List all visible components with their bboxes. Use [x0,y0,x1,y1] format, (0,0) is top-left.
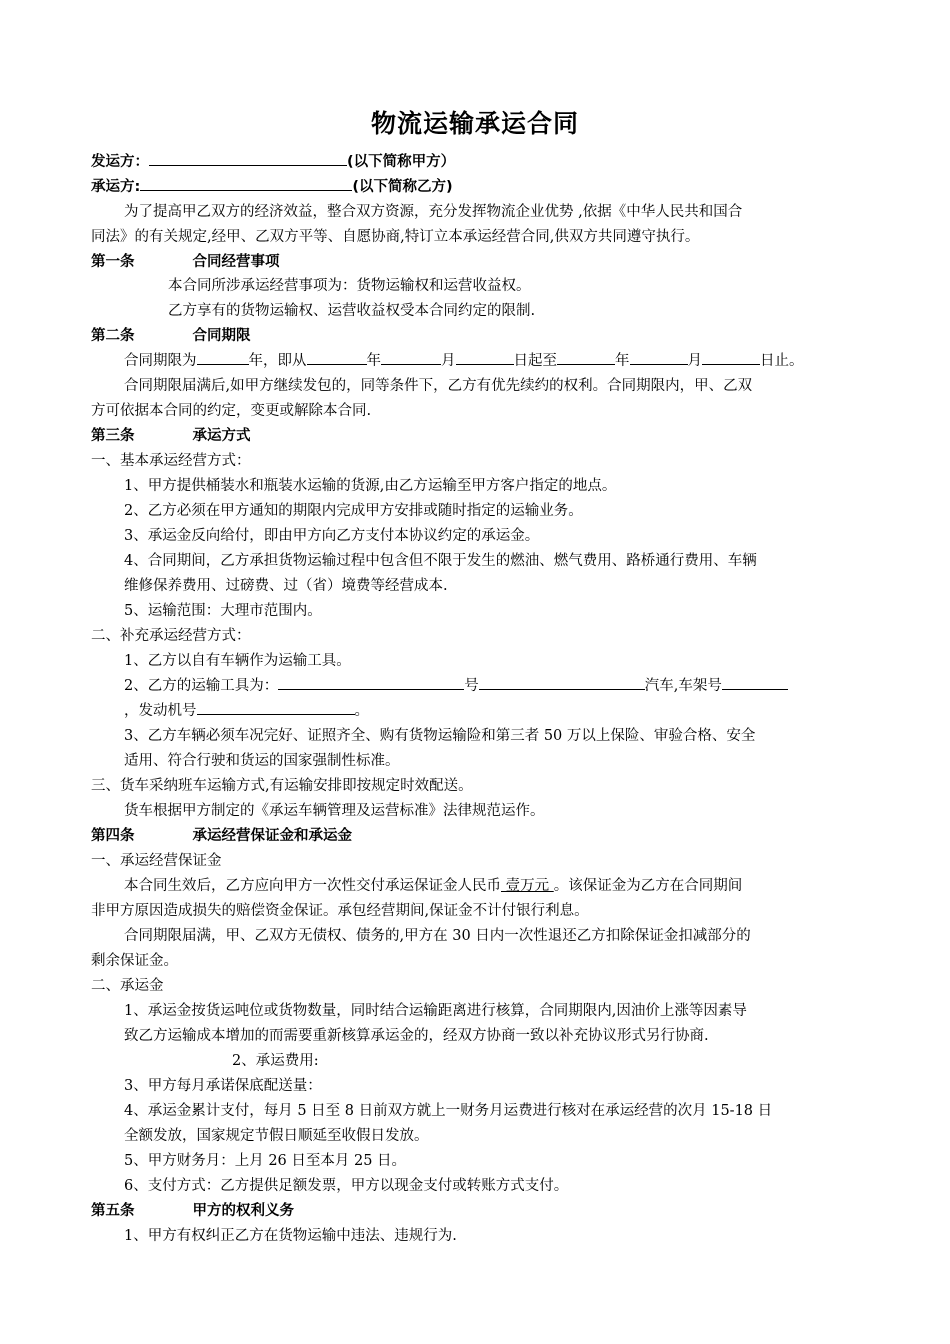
vehicle-text-2: 号 [464,678,479,694]
article-3-sub-3-cont: 货车根据甲方制定的《承运车辆管理及运营标准》法律规范运作。 [124,803,545,819]
article-1-line-1: 本合同所涉承运经营事项为：货物运输权和运营收益权。 [168,278,531,294]
article-3-sub-1: 一、基本承运经营方式： [91,453,251,469]
article-4-heading [91,824,352,848]
shipper-blank[interactable] [149,150,347,166]
plate-number-blank[interactable] [278,674,464,690]
carrier-suffix: (以下简称乙方) [352,179,453,195]
article-3-sub2-item-3-cont: 适用、符合行驶和货运的国家强制性标准。 [124,753,400,769]
article-3-sub-2: 二、补充承运经营方式： [91,628,251,644]
article-3-item-5: 5、运输范围：大理市范围内。 [124,603,322,619]
article-5-line-1: 1、甲方有权纠正乙方在货物运输中违法、违规行为. [124,1228,457,1244]
carrier-line [91,175,453,199]
article-3-title: 承运方式 [192,428,251,444]
end-month-blank[interactable] [630,349,688,365]
frame-number-blank[interactable] [722,674,788,690]
article-2-title: 合同期限 [192,328,251,344]
contract-period-line [124,349,804,373]
period-text-7: 月 [687,353,702,369]
intro-line-2: 同法》的有关规定,经甲、乙双方平等、自愿协商,特订立本承运经营合同,供双方共同遵守执行。 [91,229,700,245]
article-3-sub2-item-3: 3、乙方车辆必须车况完好、证照齐全、购有货物运输险和第三者 50 万以上保险、审验合格、安全 [124,728,756,744]
period-text-3: 年 [366,353,381,369]
freight-item-6: 6、支付方式：乙方提供足额发票，甲方以现金支付或转账方式支付。 [124,1178,569,1194]
article-5-number: 第五条 [91,1203,135,1219]
article-3-sub-3: 三、货车采纳班车运输方式,有运输安排即按规定时效配送。 [91,778,473,794]
end-day-blank[interactable] [702,349,760,365]
vehicle-text-4: ，发动机号 [124,703,197,719]
intro-line-1: 为了提高甲乙双方的经济效益，整合双方资源，充分发挥物流企业优势 ,依据《中华人民共和国合 [124,204,743,220]
article-4-line-3: 剩余保证金。 [91,953,178,969]
period-text-5: 日起至 [513,353,557,369]
deposit-text-2: 。该保证金为乙方在合同期间 [553,878,743,894]
vehicle-line [124,674,788,698]
period-text-2: 年，即从 [248,353,307,369]
start-day-blank[interactable] [456,349,514,365]
article-1-title: 合同经营事项 [192,254,280,270]
period-text-6: 年 [615,353,630,369]
document-title: 物流运输承运合同 [370,109,579,138]
article-5-heading [91,1199,294,1223]
shipper-suffix: (以下简称甲方） [347,154,456,170]
end-year-blank[interactable] [557,349,615,365]
freight-item-5: 5、甲方财务月：上月 26 日至本月 25 日。 [124,1153,407,1169]
vehicle-text-3: 汽车,车架号 [644,678,722,694]
start-year-blank[interactable] [307,349,367,365]
article-4-title: 承运经营保证金和承运金 [192,828,352,844]
freight-item-1: 1、承运金按货运吨位或货物数量，同时结合运输距离进行核算，合同期限内,因油价上涨等因素导 [124,1003,747,1019]
period-text-4: 月 [441,353,456,369]
article-2-number: 第二条 [91,328,135,344]
freight-item-1-cont: 致乙方运输成本增加的而需要重新核算承运金的，经双方协商一致以补充协议形式另行协商. [124,1028,709,1044]
carrier-blank[interactable] [140,175,352,191]
vehicle-text-1: 2、乙方的运输工具为： [124,678,279,694]
article-4-line-2: 合同期限届满，甲、乙双方无债权、债务的,甲方在 30 日内一次性退还乙方扣除保证金扣减部分的 [124,928,751,944]
article-3-item-4: 4、合同期间，乙方承担货物运输过程中包含但不限于发生的燃油、燃气费用、路桥通行费用、车辆 [124,553,757,569]
article-4-number: 第四条 [91,828,135,844]
article-5-title: 甲方的权利义务 [192,1203,294,1219]
article-1-heading [91,250,280,274]
article-4-line-1: 非甲方原因造成损失的赔偿资金保证。承包经营期间,保证金不计付银行利息。 [91,903,589,919]
carrier-label: 承运方: [91,179,141,195]
period-years-blank[interactable] [197,349,249,365]
deposit-line [124,874,742,898]
freight-item-3: 3、甲方每月承诺保底配送量： [124,1078,322,1094]
article-2-heading [91,324,251,348]
deposit-text-1: 本合同生效后，乙方应向甲方一次性交付承运保证金人民币 [124,878,501,894]
freight-item-4-cont: 全额发放，国家规定节假日顺延至收假日发放。 [124,1128,429,1144]
vehicle-model-blank[interactable] [479,674,645,690]
deposit-amount: 壹万元 [501,878,554,894]
article-3-heading [91,424,251,448]
period-text-1: 合同期限为 [124,353,197,369]
freight-item-4: 4、承运金累计支付，每月 5 日至 8 日前双方就上一财务月运费进行核对在承运经营的次月 15-18 日 [124,1103,773,1119]
period-text-8: 日止。 [760,353,804,369]
article-4-sub-2: 二、承运金 [91,978,164,994]
article-3-sub2-item-1: 1、乙方以自有车辆作为运输工具。 [124,653,351,669]
article-3-number: 第三条 [91,428,135,444]
article-3-item-1: 1、甲方提供桶装水和瓶装水运输的货源,由乙方运输至甲方客户指定的地点。 [124,478,617,494]
article-2-line-1: 合同期限届满后,如甲方继续发包的，同等条件下，乙方有优先续约的权利。合同期限内，甲、乙双 [124,378,753,394]
shipper-label: 发运方： [91,154,149,170]
article-2-line-2: 方可依据本合同的约定，变更或解除本合同. [91,403,372,419]
article-1-number: 第一条 [91,254,135,270]
article-3-item-4-cont: 维修保养费用、过磅费、过（省）境费等经营成本. [124,578,448,594]
engine-number-blank[interactable] [197,699,355,715]
start-month-blank[interactable] [381,349,441,365]
article-1-line-2: 乙方享有的货物运输权、运营收益权受本合同约定的限制. [168,303,536,319]
freight-item-2: 2、承运费用: [232,1053,319,1069]
shipper-line [91,150,455,174]
article-3-item-2: 2、乙方必须在甲方通知的期限内完成甲方安排或随时指定的运输业务。 [124,503,583,519]
article-4-sub-1: 一、承运经营保证金 [91,853,222,869]
engine-line [124,699,369,723]
article-3-item-3: 3、承运金反向给付，即由甲方向乙方支付本协议约定的承运金。 [124,528,540,544]
vehicle-text-5: 。 [354,703,369,719]
